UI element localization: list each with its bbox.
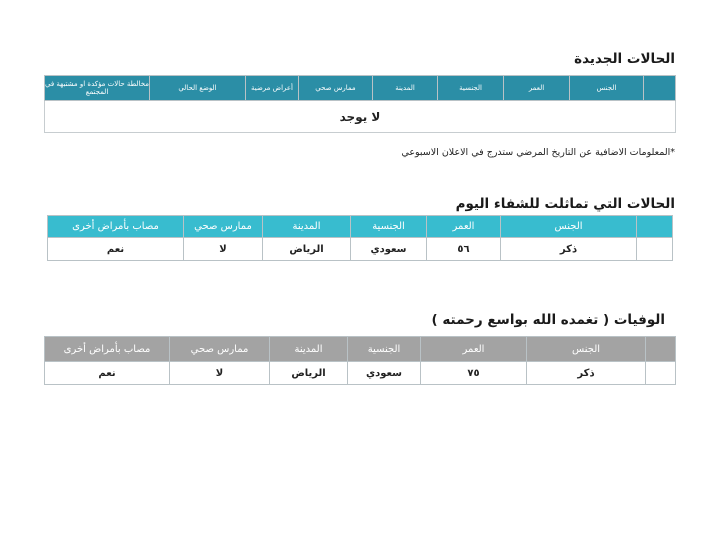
table-header-row (45, 337, 676, 362)
column-header-blank (646, 337, 676, 362)
table-cell: ٧٥ (421, 362, 527, 385)
recovered-title: الحالات التي تماثلت للشفاء اليوم (455, 196, 675, 212)
empty-table-text: لا يوجد (45, 101, 676, 133)
column-header-gender: الجنس (527, 337, 646, 362)
column-header-age: العمر (421, 337, 527, 362)
table-cell: الرياض (263, 238, 351, 261)
table-cell: سعودي (348, 362, 421, 385)
table-row (48, 238, 673, 261)
column-header-age: العمر (427, 216, 501, 238)
new-cases-table (44, 75, 676, 133)
table-cell: لا (184, 238, 263, 261)
column-header-health-practitioner: ممارس صحي (170, 337, 270, 362)
column-header-blank (637, 216, 673, 238)
column-header-nationality: الجنسية (438, 76, 504, 101)
column-header-other-diseases: مصاب بأمراض أخرى (48, 216, 184, 238)
column-header-nationality: الجنسية (351, 216, 427, 238)
table-cell: نعم (48, 238, 184, 261)
column-header-health-practitioner: ممارس صحي (184, 216, 263, 238)
table-cell: نعم (45, 362, 170, 385)
column-header-age: العمر (504, 76, 570, 101)
deaths-table (44, 336, 676, 385)
deaths-title: الوفيات ( تغمده الله بواسع رحمته ) (431, 312, 665, 328)
column-header-contact: مخالطة حالات مؤكدة او مشتبهة في المجتمع (45, 76, 150, 101)
table-header-row (45, 76, 676, 101)
table-cell: ذكر (527, 362, 646, 385)
column-header-nationality: الجنسية (348, 337, 421, 362)
table-cell: ٥٦ (427, 238, 501, 261)
table-cell: ذكر (501, 238, 637, 261)
column-header-blank (644, 76, 676, 101)
recovered-table (47, 215, 673, 261)
column-header-current-status: الوضع الحالي (150, 76, 246, 101)
column-header-health-practitioner: ممارس صحي (299, 76, 373, 101)
table-cell (646, 362, 676, 385)
column-header-other-diseases: مصاب بأمراض أخرى (45, 337, 170, 362)
column-header-city: المدينة (263, 216, 351, 238)
table-cell (637, 238, 673, 261)
table-cell: الرياض (270, 362, 348, 385)
new-cases-title: الحالات الجديدة (574, 51, 675, 67)
table-row (45, 101, 676, 133)
column-header-gender: الجنس (501, 216, 637, 238)
column-header-gender: الجنس (570, 76, 644, 101)
column-header-city: المدينة (373, 76, 438, 101)
table-cell: سعودي (351, 238, 427, 261)
column-header-symptoms: أعراض مرضية (246, 76, 299, 101)
table-header-row (48, 216, 673, 238)
footnote: *المعلومات الاضافية عن التاريخ المرضي ستدرج في الاعلان الاسبوعي (401, 147, 675, 158)
table-row (45, 362, 676, 385)
table-cell: لا (170, 362, 270, 385)
column-header-city: المدينة (270, 337, 348, 362)
